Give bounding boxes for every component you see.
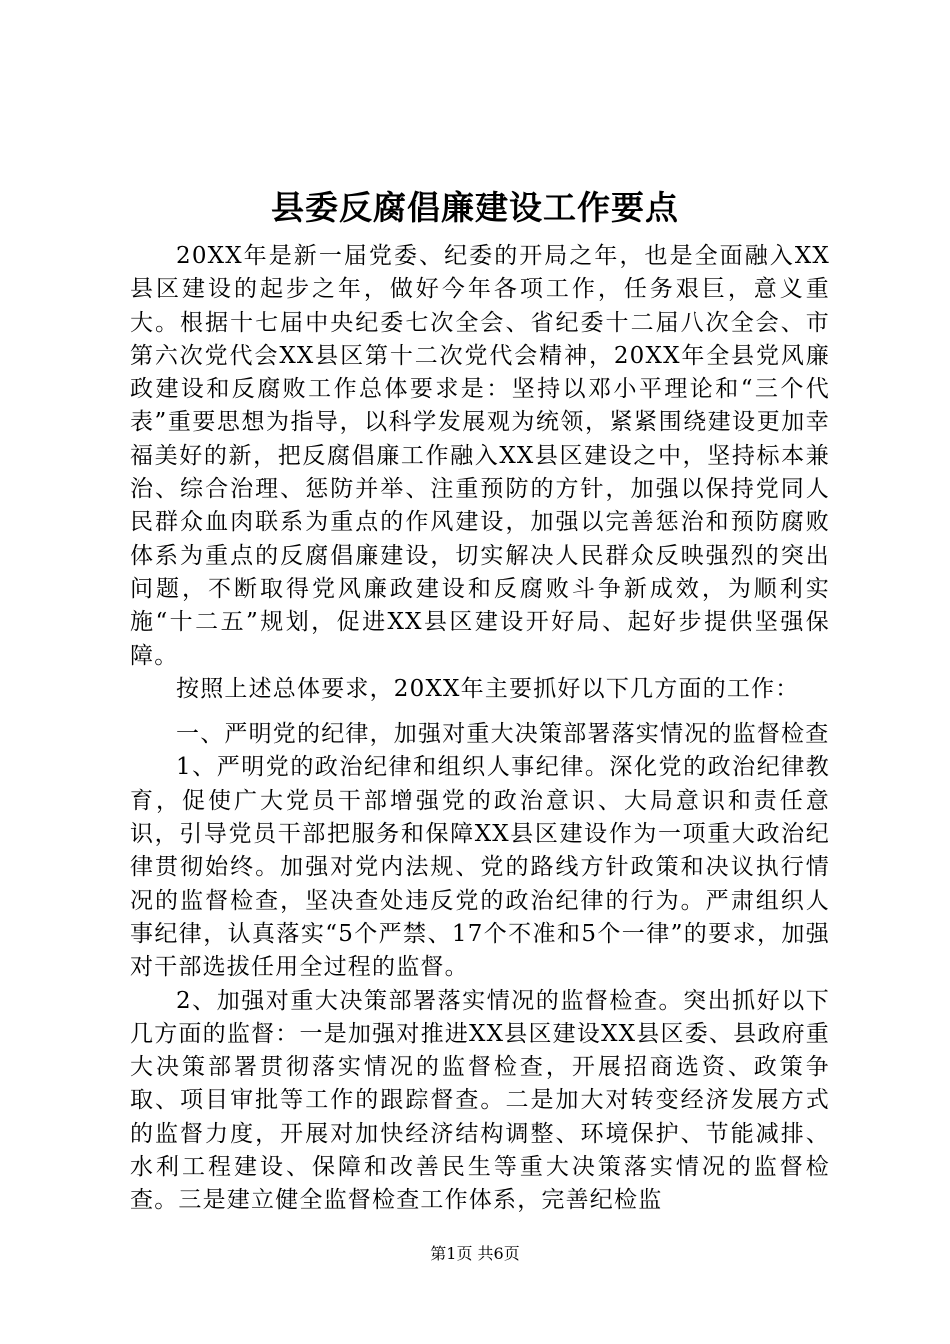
paragraph-intro: 20XX年是新一届党委、纪委的开局之年，也是全面融入XX县区建设的起步之年，做好今年各项工作，任务艰巨，意义重大。根据十七届中央纪委七次全会、省纪委十二届八次全会、市第六次党代会XX县区第十二次党代会精神，20XX年全县党风廉政建设和反腐败工作总体要求是：坚持以邓小平理论和“三个代表”重要思想为指导，以科学发展观为统领，紧紧围绕建设更加幸福美好的新，把反腐倡廉工作融入XX县区建设之中，坚持标本兼治、综合治理、惩防并举、注重预防的方针，加强以保持党同人民群众血肉联系为重点的作风建设，加强以完善惩治和预防腐败体系为重点的反腐倡廉建设，切实解决人民群众反映强烈的突出问题，不断取得党风廉政建设和反腐败斗争新成效，为顺利实施“十二五”规划，促进XX县区建设开好局、起好步提供坚强保障。 [130,243,830,669]
paragraph-item-2: 2、加强对重大决策部署落实情况的监督检查。突出抓好以下几方面的监督：一是加强对推进XX县区建设XX县区委、县政府重大决策部署贯彻落实情况的监督检查，开展招商选资、政策争取、项目审批等工作的跟踪督查。二是加大对转变经济发展方式的监督力度，开展对加快经济结构调整、环境保护、节能减排、水利工程建设、保障和改善民生等重大决策落实情况的监督检查。三是建立健全监督检查工作体系，完善纪检监 [130,987,830,1214]
page-footer: 第1页 共6页 [430,1244,520,1263]
paragraph-item-1: 1、严明党的政治纪律和组织人事纪律。深化党的政治纪律教育，促使广大党员干部增强党的政治意识、大局意识和责任意识，引导党员干部把服务和保障XX县区建设作为一项重大政治纪律贯彻始终。加强对党内法规、党的路线方针政策和决议执行情况的监督检查，坚决查处违反党的政治纪律的行为。严肃组织人事纪律，认真落实“5个严禁、17个不准和5个一律”的要求，加强对干部选拔任用全过程的监督。 [130,754,830,981]
section-heading-1: 一、严明党的纪律，加强对重大决策部署落实情况的监督检查 [176,721,830,748]
document-body [130,240,830,1218]
paragraph-summary: 按照上述总体要求，20XX年主要抓好以下几方面的工作： [176,675,800,702]
document-title: 县委反腐倡廉建设工作要点 [271,188,679,227]
